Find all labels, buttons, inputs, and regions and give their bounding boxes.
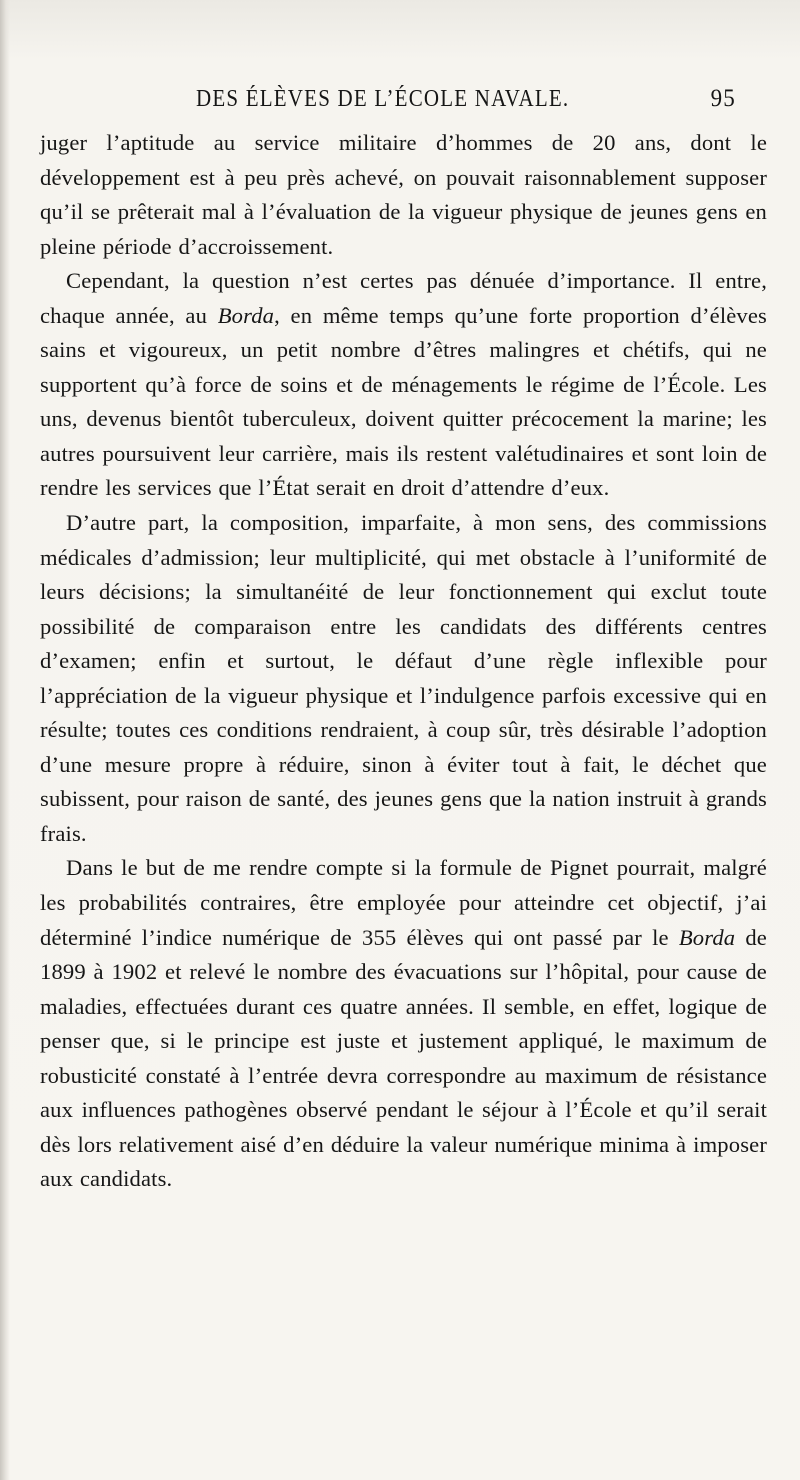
ship-name-italic: Borda (678, 924, 736, 950)
page-binding-shadow (0, 0, 10, 1480)
paragraph-4-after: de 1899 à 1902 et relevé le nombre des évacuations sur l’hôpital, pour cause de maladies, effectuées durant ces quatre années. Il semble, en effet, logique de penser que, si le principe est juste et justement appliqué, le maximum de robusticité constaté à l’entrée devra correspondre au maximum de résistance aux influences pathogènes observé pendant le séjour à l’École et qu’il serait dès lors relativement aisé d’en déduire la valeur numérique minima à imposer aux candidats. (40, 924, 767, 1192)
body-text (40, 126, 767, 1197)
paragraph-2 (40, 264, 767, 506)
ship-name-italic: Borda (217, 302, 275, 328)
page-header (196, 84, 736, 118)
paragraph-4 (40, 851, 767, 1196)
paragraph-3: D’autre part, la composition, imparfaite, à mon sens, des commissions médicales d’admission; leur multiplicité, qui met obstacle à l’uniformité de leurs décisions; la simultanéité de leur fonctionnement qui exclut toute possibilité de comparaison entre les candidats des différents centres d’examen; enfin et surtout, le défaut d’une règle inflexible pour l’appréciation de la vigueur physique et l’indulgence parfois excessive qui en résulte; toutes ces conditions rendraient, à coup sûr, très désirable l’adoption d’une mesure propre à réduire, sinon à éviter tout à fait, le déchet que subissent, pour raison de santé, des jeunes gens que la nation instruit à grands frais. (40, 510, 767, 846)
running-title: DES ÉLÈVES DE L’ÉCOLE NAVALE. (196, 84, 570, 112)
page-number: 95 (710, 84, 736, 112)
paragraph-2-before: Cependant, la question n’est certes pas dénuée d’importance. Il entre, chaque année, au (40, 268, 767, 328)
paragraph-1: juger l’aptitude au service militaire d’hommes de 20 ans, dont le développement est à peu près achevé, on pouvait raisonnablement supposer qu’il se prêterait mal à l’évaluation de la vigueur physique de jeunes gens en pleine période d’accroissement. (40, 130, 767, 259)
paragraph-4-before: Dans le but de me rendre compte si la formule de Pignet pourrait, malgré les probabilités contraires, être employée pour atteindre cet objectif, j’ai déterminé l’indice numérique de 355 élèves qui ont passé par le (40, 855, 767, 950)
paragraph-2-after: , en même temps qu’une forte proportion d’élèves sains et vigoureux, un petit nombre d’êtres malingres et chétifs, qui ne supportent qu’à force de soins et de ménagements le régime de l’École. Les uns, devenus bientôt tuberculeux, doivent quitter précocement la marine; les autres poursuivent leur carrière, mais ils restent valétudinaires et sont loin de rendre les services que l’État serait en droit d’attendre d’eux. (40, 302, 767, 501)
